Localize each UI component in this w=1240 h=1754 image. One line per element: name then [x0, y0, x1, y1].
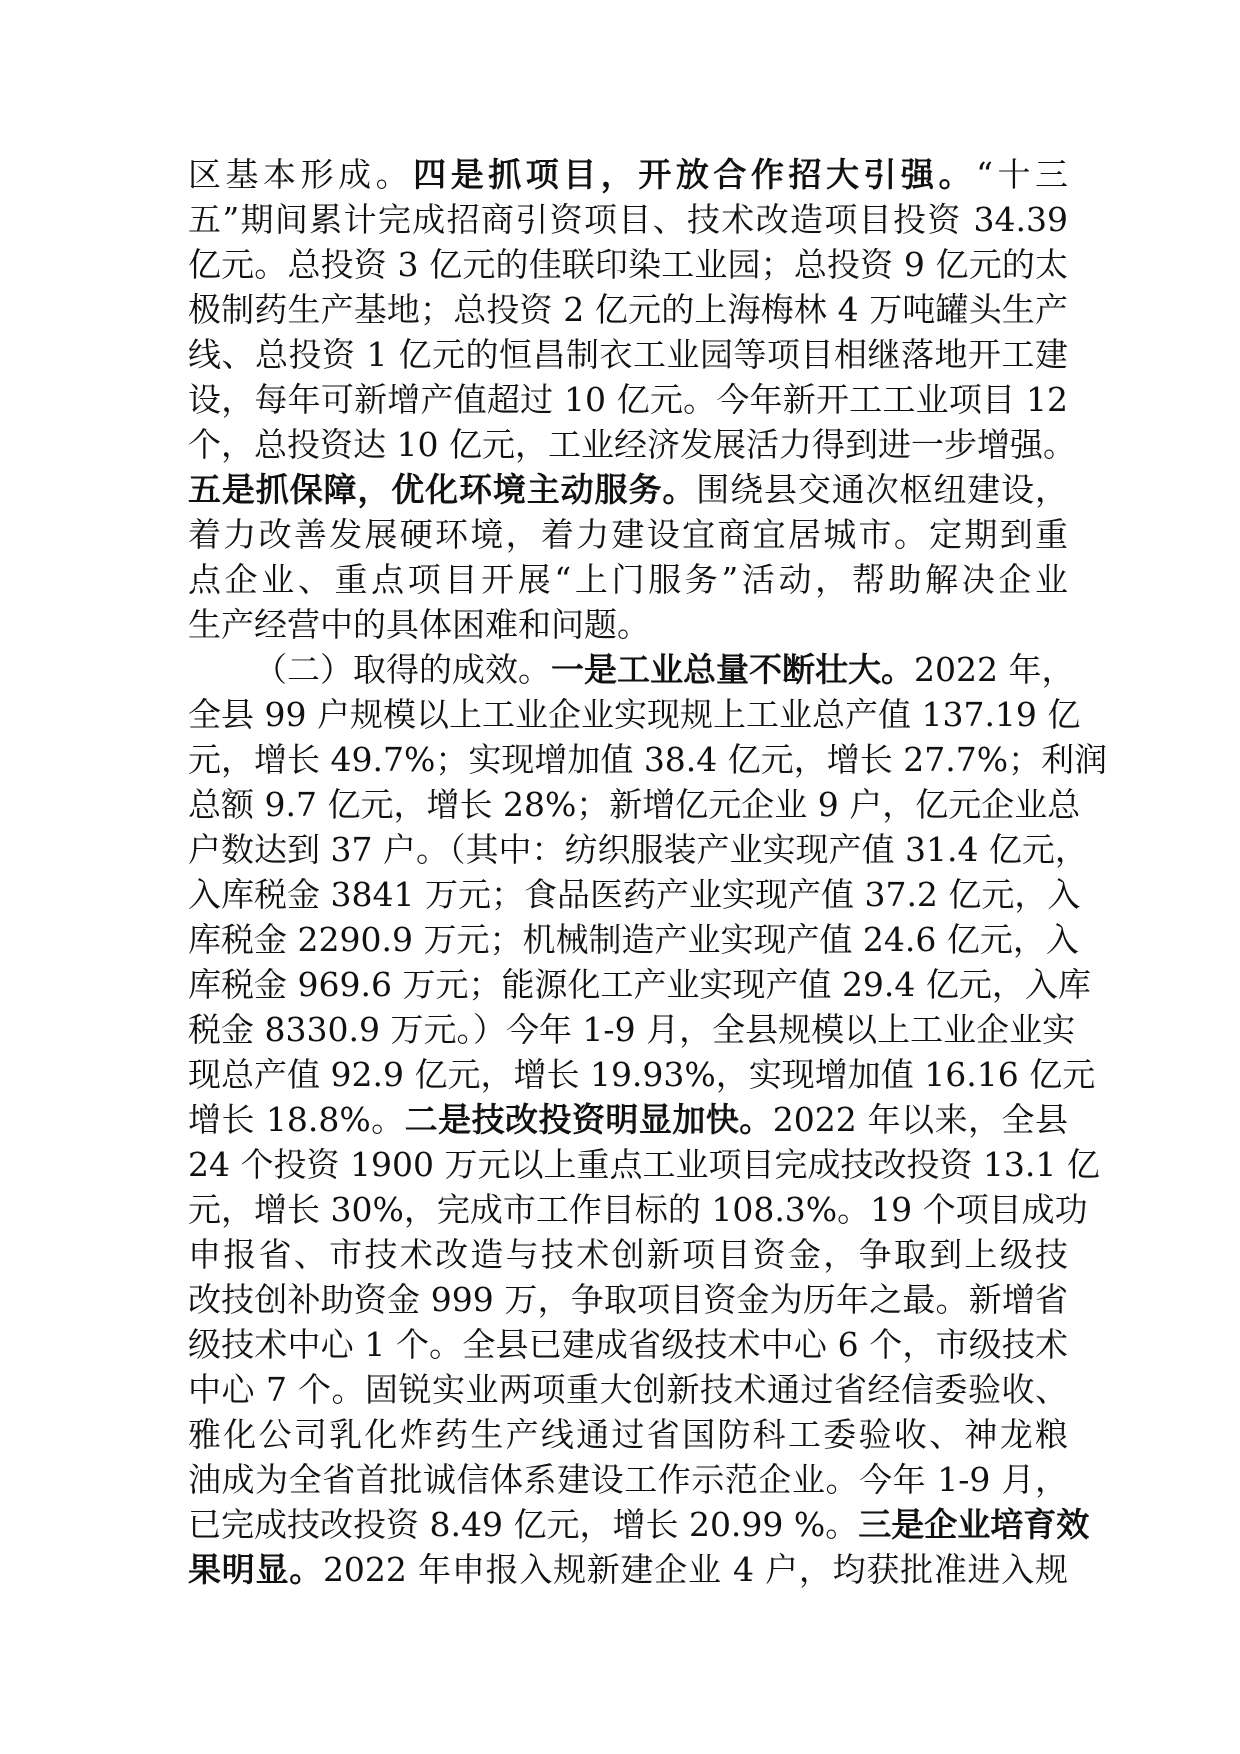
text-line	[188, 1007, 1076, 1052]
text-line	[188, 602, 1068, 647]
body-text-span: 增长 18.8%。	[188, 1100, 405, 1139]
text-line	[188, 1457, 1068, 1502]
text-line	[188, 1547, 1068, 1592]
body-text-span: 极制药生产基地；总投资 2 亿元的上海梅林 4 万吨罐头生产	[188, 290, 1068, 329]
text-line	[188, 467, 1068, 512]
bold-heading-text: 五是抓保障，优化环境主动服务。	[188, 470, 697, 509]
body-text-span: 2022 年申报入规新建企业 4 户，均获批准进入规	[322, 1550, 1069, 1589]
body-text	[188, 152, 1108, 1592]
body-text-span: 库税金 969.6 万元；能源化工产业实现产值 29.4 亿元，入库	[188, 965, 1091, 1004]
text-line	[188, 1277, 1068, 1322]
body-text-span: 区基本形成。	[188, 155, 414, 194]
text-line	[188, 782, 1081, 827]
text-line	[188, 332, 1068, 377]
bold-heading-text: 果明显。	[188, 1550, 323, 1589]
body-text-span: 总额 9.7 亿元，增长 28%；新增亿元企业 9 户，亿元企业总	[188, 785, 1081, 824]
text-line	[188, 1322, 1068, 1367]
body-text-span: 2022 年以来，全县	[772, 1100, 1068, 1139]
body-text-span: 线、总投资 1 亿元的恒昌制衣工业园等项目相继落地开工建	[188, 335, 1068, 374]
body-text-span: 已完成技改投资 8.49 亿元，增长 20.99 %。	[188, 1505, 859, 1544]
text-line	[188, 152, 1068, 197]
body-text-span: 中心 7 个。固锐实业两项重大创新技术通过省经信委验收、	[188, 1370, 1068, 1409]
body-text-span: 2022 年，	[914, 650, 1075, 689]
text-line	[188, 827, 1088, 872]
body-text-span: （二）取得的成效。	[254, 650, 551, 689]
text-line	[188, 1052, 1096, 1097]
text-line	[188, 557, 1068, 602]
body-text-span: 设，每年可新增产值超过 10 亿元。今年新开工工业项目 12	[188, 380, 1068, 419]
body-text-span: 税金 8330.9 万元。）今年 1-9 月，全县规模以上工业企业实	[188, 1010, 1076, 1049]
text-line	[188, 377, 1068, 422]
text-line	[188, 512, 1068, 557]
body-text-span: 亿元。总投资 3 亿元的佳联印染工业园；总投资 9 亿元的太	[188, 245, 1068, 284]
body-text-span: 现总产值 92.9 亿元，增长 19.93%，实现增加值 16.16 亿元	[188, 1055, 1096, 1094]
bold-heading-text: 四是抓项目，开放合作招大引强。	[413, 155, 977, 194]
text-line	[188, 422, 1076, 467]
bold-heading-text: 三是企业培育效	[858, 1505, 1090, 1544]
text-line	[188, 692, 1081, 737]
body-text-span: 五”期间累计完成招商引资项目、技术改造项目投资 34.39	[188, 200, 1068, 239]
body-text-span: 着力改善发展硬环境，着力建设宜商宜居城市。定期到重	[188, 515, 1068, 554]
text-line	[188, 1502, 1090, 1547]
body-text-span: 库税金 2290.9 万元；机械制造产业实现产值 24.6 亿元，入	[188, 920, 1079, 959]
body-text-span: 元，增长 49.7%；实现增加值 38.4 亿元，增长 27.7%；利润	[188, 740, 1108, 779]
body-text-span: 入库税金 3841 万元；食品医药产业实现产值 37.2 亿元，入	[188, 875, 1081, 914]
text-line	[188, 917, 1079, 962]
bold-heading-text: 一是工业总量不断壮大。	[551, 650, 914, 689]
body-text-span: 户数达到 37 户。（其中：纺织服装产业实现产值 31.4 亿元，	[188, 830, 1088, 869]
text-line	[188, 242, 1068, 287]
text-line	[188, 1142, 1100, 1187]
text-line	[188, 287, 1068, 332]
text-line	[188, 1412, 1068, 1457]
body-text-span: 点企业、重点项目开展“上门服务”活动，帮助解决企业	[188, 560, 1068, 599]
text-line	[188, 647, 1075, 692]
body-text-span: 申报省、市技术改造与技术创新项目资金，争取到上级技	[188, 1235, 1068, 1274]
text-line	[188, 962, 1091, 1007]
body-text-span: 围绕县交通次枢纽建设，	[696, 470, 1069, 509]
text-line	[188, 1187, 1088, 1232]
body-text-span: 油成为全省首批诚信体系建设工作示范企业。今年 1-9 月，	[188, 1460, 1068, 1499]
text-line	[188, 1367, 1068, 1412]
body-text-span: 24 个投资 1900 万元以上重点工业项目完成技改投资 13.1 亿	[188, 1145, 1100, 1184]
text-line	[188, 1097, 1068, 1142]
body-text-span: 个，总投资达 10 亿元，工业经济发展活力得到进一步增强。	[188, 425, 1076, 464]
text-line	[188, 872, 1081, 917]
body-text-span: 改技创补助资金 999 万，争取项目资金为历年之最。新增省	[188, 1280, 1068, 1319]
text-line	[188, 1232, 1068, 1277]
body-text-span: 生产经营中的具体困难和问题。	[188, 605, 650, 644]
body-text-span: 全县 99 户规模以上工业企业实现规上工业总产值 137.19 亿	[188, 695, 1081, 734]
body-text-span: 元，增长 30%，完成市工作目标的 108.3%。19 个项目成功	[188, 1190, 1088, 1229]
body-text-span: 级技术中心 1 个。全县已建成省级技术中心 6 个，市级技术	[188, 1325, 1068, 1364]
bold-heading-text: 二是技改投资明显加快。	[404, 1100, 773, 1139]
text-line	[188, 197, 1068, 242]
text-line	[188, 737, 1108, 782]
body-text-span: “十三	[976, 155, 1069, 194]
body-text-span: 雅化公司乳化炸药生产线通过省国防科工委验收、神龙粮	[188, 1415, 1068, 1454]
